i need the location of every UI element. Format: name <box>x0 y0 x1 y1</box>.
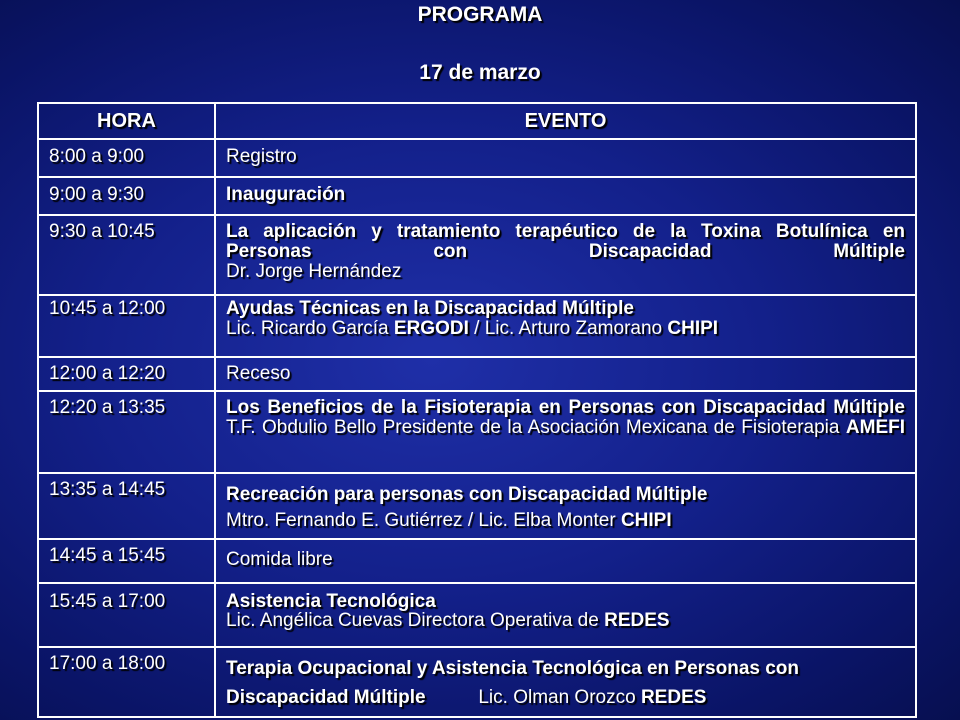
event-speaker: Lic. Olman Orozco <box>478 687 636 708</box>
time-cell: 17:00 a 18:00 <box>38 647 215 717</box>
event-cell <box>215 647 916 717</box>
event-cell <box>215 473 916 539</box>
event-title: Asistencia Tecnológica <box>226 591 436 612</box>
table-row <box>38 295 916 357</box>
speaker-name: Mtro. Fernando E. Gutiérrez / Lic. Elba Monter <box>226 510 616 531</box>
speaker-name: Lic. Angélica Cuevas Directora Operativa de <box>226 610 599 631</box>
time-cell: 9:30 a 10:45 <box>38 215 215 295</box>
schedule-table <box>37 102 917 718</box>
table-row <box>38 473 916 539</box>
organization: REDES <box>640 687 707 708</box>
event-cell <box>215 295 916 357</box>
event-cell: Inauguración <box>215 177 916 215</box>
time-cell: 12:00 a 12:20 <box>38 357 215 391</box>
organization: ERGODI <box>393 318 469 339</box>
table-row <box>38 177 916 215</box>
event-cell <box>215 583 916 647</box>
organization: REDES <box>604 610 670 631</box>
organization: CHIPI <box>620 510 672 531</box>
table-header-row <box>38 103 916 139</box>
table-row <box>38 647 916 717</box>
speaker-separator: / Lic. Arturo Zamorano <box>468 318 668 339</box>
column-header-evento: EVENTO <box>215 103 916 139</box>
table-row <box>38 539 916 583</box>
speaker-name: Lic. Ricardo García <box>226 318 389 339</box>
event-speaker <box>226 611 905 630</box>
event-title: Los Beneficios de la Fisioterapia en Personas con Discapacidad Múltiple <box>226 397 905 418</box>
time-cell: 12:20 a 13:35 <box>38 391 215 473</box>
program-title: PROGRAMA <box>417 3 543 26</box>
time-cell: 14:45 a 15:45 <box>38 539 215 583</box>
event-title: Terapia Ocupacional y Asistencia Tecnológica en Personas con Discapacidad Múltiple <box>226 658 800 708</box>
table-row <box>38 391 916 473</box>
table-row <box>38 139 916 177</box>
event-speaker <box>226 319 905 339</box>
event-title: Ayudas Técnicas en la Discapacidad Múltiple <box>226 298 634 319</box>
time-cell: 13:35 a 14:45 <box>38 473 215 539</box>
organization: CHIPI <box>667 318 719 339</box>
event-cell <box>215 215 916 295</box>
program-date: 17 de marzo <box>419 61 541 84</box>
event-cell: Registro <box>215 139 916 177</box>
event-speaker: Dr. Jorge Hernández <box>226 261 402 282</box>
event-speaker <box>226 508 905 534</box>
event-title: Recreación para personas con Discapacidad Múltiple <box>226 484 708 505</box>
event-cell: Comida libre <box>215 539 916 583</box>
event-title: La aplicación y tratamiento terapéutico de la Toxina Botulínica en Personas con Discapacidad Múltiple <box>226 221 905 262</box>
event-cell: Receso <box>215 357 916 391</box>
column-header-hora: HORA <box>38 103 215 139</box>
time-cell: 10:45 a 12:00 <box>38 295 215 357</box>
organization: AMEFI <box>845 417 905 438</box>
time-cell: 8:00 a 9:00 <box>38 139 215 177</box>
event-speaker: T.F. Obdulio Bello Presidente de la Asociación Mexicana de Fisioterapia <box>226 417 840 438</box>
time-cell: 15:45 a 17:00 <box>38 583 215 647</box>
table-row <box>38 357 916 391</box>
table-row <box>38 583 916 647</box>
table-row <box>38 215 916 295</box>
time-cell: 9:00 a 9:30 <box>38 177 215 215</box>
event-cell <box>215 391 916 473</box>
